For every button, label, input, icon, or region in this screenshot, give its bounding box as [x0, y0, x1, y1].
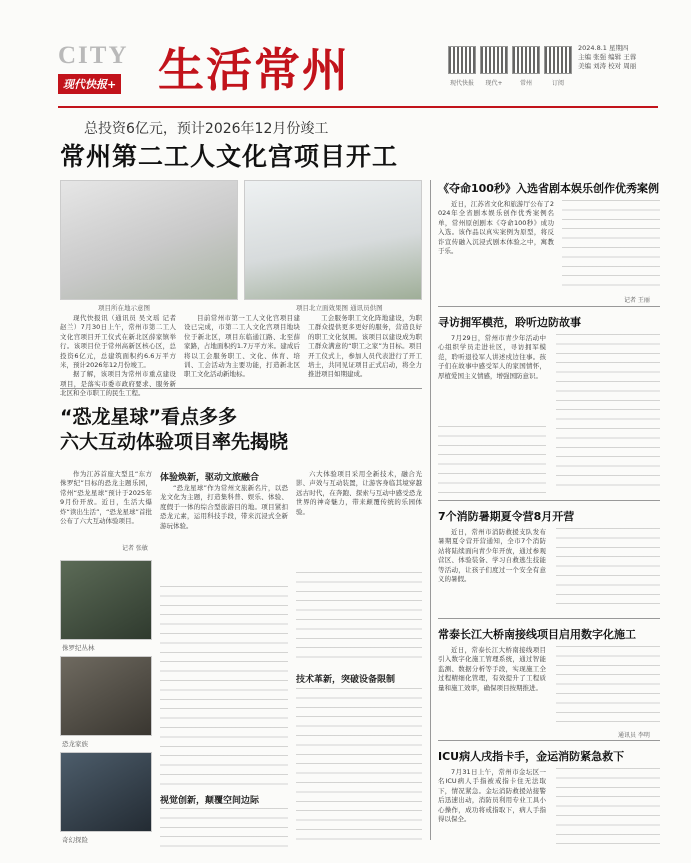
masthead-title: 生活常州: [158, 43, 350, 97]
dino-byline: 记者 张敏: [122, 545, 148, 552]
icu-headline: ICU病人戌指卡手，金运消防紧急救下: [438, 750, 625, 763]
masthead: [58, 40, 658, 104]
film-paragraph: 近日，江苏省文化和旅游厅公布了2024年全省剧本娱乐创作优秀案例名单，常州原创剧本《夺命100秒》成功入选。该作品以真实案例为原型，将反诈宣传融入沉浸式剧本体验之中，寓教于乐。: [438, 200, 554, 256]
column-divider: [430, 180, 431, 840]
qr-code-icon: [512, 46, 540, 74]
icu-column-2-text: [556, 768, 660, 848]
fire-headline: 寻访拥军模范，聆听边防故事: [438, 316, 581, 329]
dino-paragraph: 作为江苏首座大型且“东方侏罗纪”目标的恐龙主题乐园，常州“恐龙星球”预计于2025年9月份开放。近日，生活大爆炸“读出生活”，“恐龙星球”首批公布了六大互动体验项目。: [60, 470, 152, 526]
fire-column-2-text: [556, 334, 660, 494]
bridge-paragraph: 近日，常泰长江大桥南接线项目引入数字化施工管理系统，通过智能监测、数据分析等手段，实现施工全过程精细化管理，有效提升了工程质量和施工效率，确保项目按期推进。: [438, 646, 546, 692]
dino-column-1: [160, 484, 288, 584]
masthead-city: CITY: [58, 42, 129, 69]
dino-subhead: 技术革新，突破设备限制: [296, 675, 396, 685]
designer-line: 美编 刘涛 校对 周丽: [578, 62, 637, 70]
lead-photo-caption: 项目所在地示意图: [98, 304, 150, 312]
bridge-column-1: [438, 646, 546, 730]
editor-line: 主编 张强 编辑 王蓉: [578, 53, 637, 61]
dino-paragraph: 六大体验项目采用全新技术，融合光影、声效与互动装置，让游客身临其境穿越远古时代，在奔跑、探索与互动中感受恐龙世界的神奇魅力，带来颠覆传统的乐园体验。: [296, 470, 422, 516]
dino-photo-1: [60, 560, 152, 640]
divider: [438, 500, 660, 501]
qr-caption: 现代快报: [449, 80, 474, 87]
dino-column-2: [296, 470, 422, 570]
lead-paragraph: 现代快报讯（通讯员 吴文瑶 记者 赵兰）7月30日上午，常州市第二工人文化宫项目开工仪式在新北区薛家镇举行。该项目位于常州高新区核心区，总投资6亿元，总建筑面积约6.6万平方米，预计2026年12月份竣工。: [60, 314, 176, 370]
issue-date: [578, 44, 636, 71]
lead-column-3: [308, 314, 422, 380]
lead-photo-render: [244, 180, 422, 300]
divider: [438, 306, 660, 307]
dino-photo-caption: 恐龙家族: [62, 740, 88, 748]
dino-intro: [60, 470, 152, 538]
film-byline: 记者 王丽: [624, 297, 650, 304]
divider: [438, 740, 660, 741]
reg-paragraph: 近日，常州市消防救援支队发布暑期夏令营开营通知，全市7个消防站将陆续面向青少年开放，通过参观营区、体验装备、学习自救逃生技能等活动，让孩子们度过一个安全有意义的暑假。: [438, 528, 546, 584]
divider: [438, 618, 660, 619]
qr-caption: 常州: [519, 80, 532, 87]
reg-headline: 7个消防暑期夏令营8月开营: [438, 510, 575, 523]
dino-photo-3: [60, 752, 152, 832]
film-column-1: [438, 200, 554, 296]
lead-column-2: [184, 314, 300, 380]
icu-column-1: [438, 768, 546, 848]
dino-column-2-text: [296, 572, 422, 662]
dino-headline-2: 六大互动体验项目率先揭晓: [60, 431, 289, 453]
lead-paragraph: 工会服务职工文化阵地建设，为职工群众提供更多更好的服务，营造良好的职工文化氛围。该项目以建设成为职工群众满意的“职工之家”为目标。项目开工仪式上，参加人员代表进行了开工培土，共同见证项目正式启动，将全力推进项目如期建成。: [308, 314, 422, 379]
lead-kicker: 总投资6亿元，预计2026年12月份竣工: [84, 121, 329, 137]
lead-headline: 常州第二工人文化宫项目开工: [60, 142, 399, 171]
film-column-2-text: [562, 200, 660, 292]
lead-paragraph: 目前常州市第一工人文化宫项目建设已完成，市第二工人文化宫项目地块位于新北区，项目东临通江路、北至薛家路，占地面积约1.7万平方米。建成后将以工会服务职工、文化、体育、培训、工会活动为主要功能，打造新北区职工文化活动新地标。: [184, 314, 300, 379]
qr-code-icon: [544, 46, 572, 74]
dino-paragraph: “恐龙星球”作为常州文旅新名片，以恐龙文化为主题，打造集科普、娱乐、体验、度假于一体的综合型旅游目的地。项目紧扣恐龙元素，运用科技手段，带来沉浸式全新游玩体验。: [160, 484, 288, 530]
dino-photo-caption: 侏罗纪丛林: [62, 644, 95, 652]
bridge-byline: 通讯员 李明: [618, 732, 650, 739]
dino-subhead: 视觉创新，颠覆空间边际: [160, 796, 260, 806]
dino-subhead: 体验焕新，驱动文旅融合: [160, 473, 260, 483]
fire-column-1-text: [438, 426, 546, 494]
qr-code-icon: [448, 46, 476, 74]
lead-photo-aerial: [60, 180, 238, 300]
fire-column-1: [438, 334, 546, 424]
film-headline: 《夺命100秒》入选省剧本娱乐创作优秀案例: [438, 182, 659, 195]
dino-photo-caption: 奇幻探险: [62, 836, 88, 844]
masthead-brand: 现代快报+: [58, 74, 121, 94]
fire-paragraph: 7月29日，常州市青少年活动中心组织学员走进社区，寻访拥军模范，聆听退役军人讲述戍边往事。孩子们在故事中感受军人的家国情怀，厚植爱国主义情感，增强国防意识。: [438, 334, 546, 380]
lead-paragraph: 据了解，该项目为常州市重点建设项目，是落实市委市政府要求、服务新北区和全市职工的民生工程。: [60, 370, 176, 398]
divider: [60, 388, 422, 389]
icu-paragraph: 7月31日上午，常州市金坛区一名ICU病人手指被戒指卡住无法取下，情况紧急。金坛消防救援站接警后迅速出动，消防员利用专业工具小心操作，成功将戒指取下，病人手指得以保全。: [438, 768, 546, 824]
qr-caption: 现代+: [485, 80, 503, 87]
lead-column-1: [60, 314, 176, 398]
bridge-headline: 常泰长江大桥南接线项目启用数字化施工: [438, 628, 636, 641]
qr-caption: 订阅: [551, 80, 564, 87]
dino-column-1-text: [160, 586, 288, 786]
bridge-column-2-text: [556, 646, 660, 726]
qr-code-icon: [480, 46, 508, 74]
masthead-rule: [58, 106, 658, 108]
date-line: 2024.8.1 星期四: [578, 44, 629, 52]
reg-column-1: [438, 528, 546, 612]
dino-column-1-text: [160, 808, 288, 848]
dino-headline-1: “恐龙星球”看点多多: [60, 406, 237, 428]
dino-column-2-text: [296, 688, 422, 848]
lead-photo-caption: 项目北立面效果图 通讯员供图: [296, 304, 383, 312]
dino-photo-2: [60, 656, 152, 736]
reg-column-2-text: [556, 528, 660, 612]
